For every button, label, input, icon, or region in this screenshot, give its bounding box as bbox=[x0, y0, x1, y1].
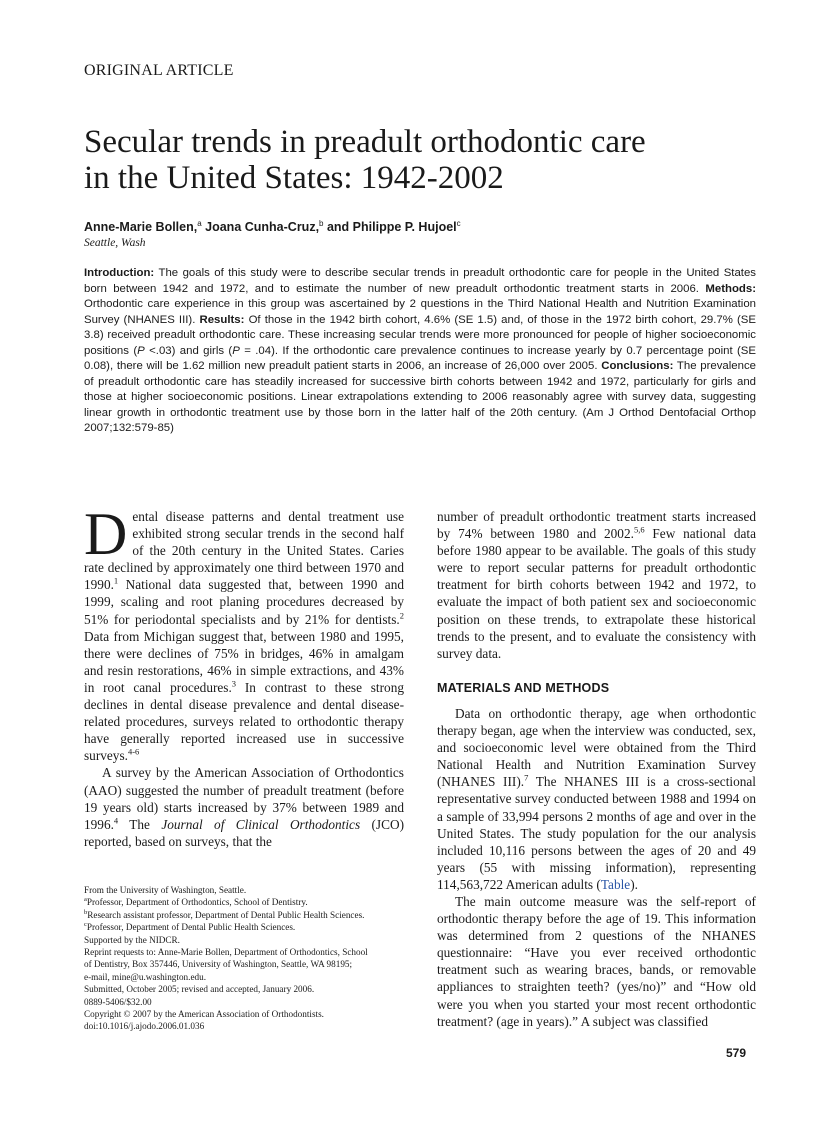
abstract-methods-text: Orthodontic care experience in this group was ascertained by 2 questions in the Third National Health and Nutrition Examination Survey (NHANES III). bbox=[84, 298, 756, 326]
footnote-text: Professor, Department of Dental Public Health Sciences. bbox=[86, 922, 296, 933]
footnote-line bbox=[84, 896, 404, 908]
section-label: ORIGINAL ARTICLE bbox=[84, 62, 234, 79]
author-list bbox=[84, 220, 461, 234]
author-name: Joana Cunha-Cruz, bbox=[201, 220, 320, 234]
title-line-1: Secular trends in preadult orthodontic care bbox=[84, 124, 646, 160]
footnote-line: Reprint requests to: Anne-Marie Bollen, Department of Orthodontics, School bbox=[84, 947, 368, 958]
abstract-intro-text: The goals of this study were to describe secular trends in preadult orthodontic care for people in the United States born between 1942 and 1972, and to estimate the number of new preadult orthodontic treatment starts in 2006. bbox=[84, 267, 756, 295]
p-value-symbol: P bbox=[137, 344, 145, 357]
body-paragraph: The main outcome measure was the self-report of orthodontic therapy before the age of 19. This information was determined from 2 questions of the NHANES questionnaire: “Have you ever received orthodontic treatment such as wearing braces, bands, or removable appliances to straighten teeth? (yes/no)” and “How old were you when you started your most recent orthodontic treatment? (age in years).” A subject was classified bbox=[437, 893, 756, 1029]
body-column-right bbox=[437, 508, 756, 1030]
article-title bbox=[84, 124, 764, 196]
body-text: (JCO) reported, based on surveys, that the bbox=[84, 816, 404, 849]
affiliation-marker: a bbox=[197, 218, 202, 228]
author-separator: and bbox=[323, 220, 353, 234]
reference-marker: 1 bbox=[113, 575, 119, 586]
page-number: 579 bbox=[726, 1046, 747, 1060]
body-paragraph bbox=[84, 501, 404, 764]
affiliation-marker: b bbox=[319, 218, 324, 228]
footnote-text: Professor, Department of Orthodontics, School of Dentistry. bbox=[86, 897, 308, 908]
body-paragraph bbox=[437, 705, 756, 893]
abstract-intro-label: Introduction: bbox=[84, 267, 155, 279]
reference-marker: 2 bbox=[399, 610, 404, 621]
footnotes bbox=[84, 884, 404, 1033]
footnote-line: From the University of Washington, Seattle. bbox=[84, 885, 247, 895]
body-text: Few national data before 1980 appear to be available. The goals of this study were to report secular patterns for preadult orthodontic treatment for birth cohorts between 1942 and 1972, to evaluate the impact of both patient sex and socioeconomic position on these trends, to extrapolate these historical trends to the present, and to evaluate the consistency with survey data. bbox=[437, 526, 756, 661]
body-text: Data on orthodontic therapy, age when orthodontic therapy began, age when the interview was conducted, sex, and socioeconomic level were obtained from the Third National Health and Nutrition Examination Survey (NHANES III). bbox=[437, 705, 756, 790]
affiliation-marker: c bbox=[456, 218, 461, 228]
reference-marker: 5,6 bbox=[633, 524, 645, 535]
body-text: ental disease patterns and dental treatment use exhibited strong secular trends in the second half of the 20th century in the United States. Caries rate declined by approximately one third between 1970 and 1990. bbox=[84, 509, 404, 593]
drop-cap: D bbox=[84, 501, 128, 567]
footnote-line: Submitted, October 2005; revised and accepted, January 2006. bbox=[84, 984, 315, 995]
body-column-left bbox=[84, 501, 404, 850]
footnote-line bbox=[84, 921, 404, 933]
footnote-text: Research assistant professor, Department of Dental Public Health Sciences. bbox=[87, 909, 365, 920]
footnote-line: 0889-5406/$32.00 bbox=[84, 996, 152, 1007]
body-text: A survey by the American Association of Orthodontics (AAO) suggested the number of preadult treatment (before 19 years old) starts increased by 37% between 1989 and 1996. bbox=[84, 765, 404, 832]
body-text: In contrast to these strong declines in dental disease prevalence and dental disease-related procedures, surveys related to orthodontic therapy have generally reported increased use in successive surveys. bbox=[84, 679, 404, 764]
footnote-line bbox=[84, 909, 404, 921]
affiliation-marker: a bbox=[84, 896, 87, 904]
body-paragraph bbox=[84, 764, 404, 849]
affiliation-marker: c bbox=[84, 921, 87, 929]
reference-marker: 7 bbox=[524, 772, 529, 783]
abstract-methods-label: Methods: bbox=[705, 282, 756, 295]
reference-marker: 3 bbox=[231, 678, 237, 689]
footnote-line: of Dentistry, Box 357446, University of Washington, Seattle, WA 98195; bbox=[84, 959, 353, 970]
section-heading: MATERIALS AND METHODS bbox=[437, 680, 610, 695]
table-link[interactable]: Table bbox=[600, 876, 631, 892]
body-text: ). bbox=[630, 876, 638, 892]
body-text: National data suggested that, between 1990 and 1999, scaling and root planing procedures decreased by 51% for periodontal specialists and by 21% for dentists. bbox=[84, 577, 404, 627]
author-location: Seattle, Wash bbox=[84, 237, 146, 249]
abstract-conclusions-text: The prevalence of preadult orthodontic care has steadily increased for successive birth cohorts between 1942 and 1972, particularly for girls and those at higher socioeconomic positions. Linear extrapolations extending to 2006 reasonably agree with survey data, suggesting linear growth in orthodontic treatment use by those born in the latter half of the 20th century. (Am J Orthod Dentofacial Orthop 2007;132:579-85) bbox=[84, 360, 756, 434]
footnote-line: Supported by the NIDCR. bbox=[84, 934, 180, 945]
reference-marker: 4 bbox=[113, 815, 119, 826]
body-text: Data from Michigan suggest that, between 1980 and 1995, there were declines of 75% in bridges, 46% in amalgam and resin restorations, 46% in simple extractions, and 43% in root canal procedures. bbox=[84, 628, 404, 695]
author-name: Philippe P. Hujoel bbox=[352, 220, 457, 234]
body-text: The bbox=[118, 816, 162, 832]
abstract-results-label: Results: bbox=[199, 313, 245, 326]
author-name: Anne-Marie Bollen, bbox=[84, 220, 198, 234]
footnote-line: Copyright © 2007 by the American Association of Orthodontists. bbox=[84, 1009, 324, 1020]
body-text: The NHANES III is a cross-sectional representative survey conducted between 1988 and 1994 on a sample of 33,994 persons 2 months of age and over in the United States. The study population for the our analysis included 10,116 persons between the ages of 20 and 49 years (55 with missing information), representing 114,563,722 American adults ( bbox=[437, 774, 756, 892]
footnote-email[interactable]: e-mail, mine@u.washington.edu. bbox=[84, 971, 207, 982]
abstract-results-text: Of those in the 1942 birth cohort, 4.6% (SE 1.5) and, of those in the 1972 birth cohort, 29.7% (SE 3.8) received preadult orthodontic care. These increasing secular trends were more pronounced for people of higher socioeconomic positions ( bbox=[84, 313, 756, 357]
abstract-conclusions-label: Conclusions: bbox=[601, 360, 674, 372]
abstract-results-text: <.03) and girls ( bbox=[144, 344, 233, 357]
footnote-doi[interactable]: doi:10.1016/j.ajodo.2006.01.036 bbox=[84, 1021, 205, 1032]
affiliation-marker: b bbox=[84, 908, 88, 916]
title-line-2: in the United States: 1942-2002 bbox=[84, 160, 504, 196]
p-value-symbol: P bbox=[232, 344, 240, 357]
journal-name: Journal of Clinical Orthodontics bbox=[161, 816, 361, 832]
abstract-results-text: = .04). If the orthodontic care prevalence continues to increase yearly by 0.7 percentage point (SE 0.08), there will be 1.62 million new preadult patient starts in 2006, an increase of 26,000 over 2005. bbox=[84, 344, 757, 372]
reference-marker: 4-6 bbox=[127, 746, 140, 757]
body-text: number of preadult orthodontic treatment starts increased by 74% between 1980 and 2002. bbox=[437, 509, 756, 542]
abstract bbox=[84, 266, 756, 437]
body-paragraph bbox=[437, 508, 756, 662]
